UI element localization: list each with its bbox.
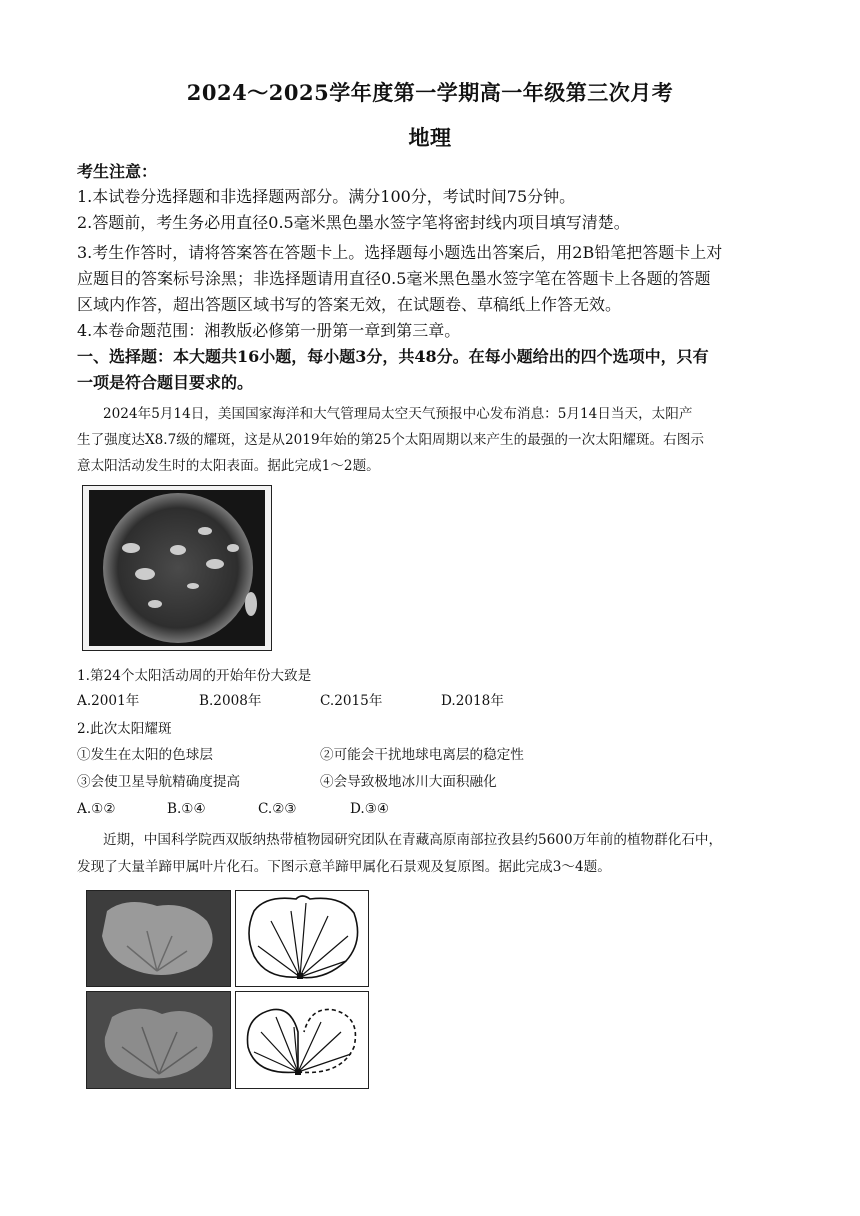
q1-option-d[interactable]: D.2018年 — [441, 693, 504, 709]
leaf-restoration-drawing-2 — [235, 991, 369, 1089]
exam-title: 2024～2025学年度第一学期高一年级第三次月考 — [186, 80, 674, 105]
notice-item: 1.本试卷分选择题和非选择题两部分。满分100分，考试时间75分钟。 — [77, 187, 576, 206]
notice-heading: 考生注意： — [77, 162, 158, 181]
passage-1: 2024年5月14日，美国国家海洋和大气管理局太空天气预报中心发布消息：5月14日当天，太阳产 — [103, 406, 693, 422]
notice-item: 3.考生作答时，请将答案答在答题卡上。选择题每小题选出答案后，用2B铅笔把答题卡上对 — [77, 243, 723, 262]
notice-item: 2.答题前，考生务必用直径0.5毫米黑色墨水签字笔将密封线内项目填写清楚。 — [77, 213, 630, 232]
q1-option-a[interactable]: A.2001年 — [77, 693, 140, 709]
q2-option-d[interactable]: D.③④ — [350, 801, 390, 817]
notice-item: 区域内作答，超出答题区域书写的答案无效，在试题卷、草稿纸上作答无效。 — [77, 295, 622, 314]
q1-option-b[interactable]: B.2008年 — [199, 693, 262, 709]
subject-title: 地理 — [408, 125, 452, 150]
sun-surface-image — [82, 485, 272, 651]
q2-statement: ①发生在太阳的色球层 — [77, 747, 213, 763]
question-1-stem: 1.第24个太阳活动周的开始年份大致是 — [77, 668, 312, 684]
q2-option-a[interactable]: A.①② — [77, 801, 116, 817]
passage-1-cont: 生了强度达X8.7级的耀斑，这是从2019年始的第25个太阳周期以来产生的最强的一次太阳耀斑。右图示 — [77, 432, 704, 448]
q2-statement: ③会使卫星导航精确度提高 — [77, 774, 241, 790]
passage-2: 近期，中国科学院西双版纳热带植物园研究团队在青藏高原南部拉孜县约5600万年前的植物群化石中， — [103, 832, 723, 848]
notice-item: 4.本卷命题范围：湘教版必修第一册第一章到第三章。 — [77, 321, 461, 340]
section-heading-cont: 一项是符合题目要求的。 — [77, 373, 254, 392]
notice-item: 应题目的答案标号涂黑；非选择题请用直径0.5毫米黑色墨水签字笔在答题卡上各题的答题 — [77, 269, 711, 288]
q1-option-c[interactable]: C.2015年 — [320, 693, 383, 709]
q2-statement: ②可能会干扰地球电离层的稳定性 — [320, 747, 524, 763]
leaf-restoration-drawing-1 — [235, 890, 369, 987]
passage-2-cont: 发现了大量羊蹄甲属叶片化石。下图示意羊蹄甲属化石景观及复原图。据此完成3～4题。 — [77, 859, 611, 875]
fossil-photo-2 — [86, 991, 231, 1089]
q2-option-b[interactable]: B.①④ — [167, 801, 206, 817]
fossil-photo-1 — [86, 890, 231, 987]
q2-option-c[interactable]: C.②③ — [258, 801, 297, 817]
q2-statement: ④会导致极地冰川大面积融化 — [320, 774, 497, 790]
passage-1-cont: 意太阳活动发生时的太阳表面。据此完成1～2题。 — [77, 458, 380, 474]
section-heading: 一、选择题：本大题共16小题，每小题3分，共48分。在每小题给出的四个选项中，只有 — [77, 347, 709, 366]
question-2-stem: 2.此次太阳耀斑 — [77, 721, 172, 737]
